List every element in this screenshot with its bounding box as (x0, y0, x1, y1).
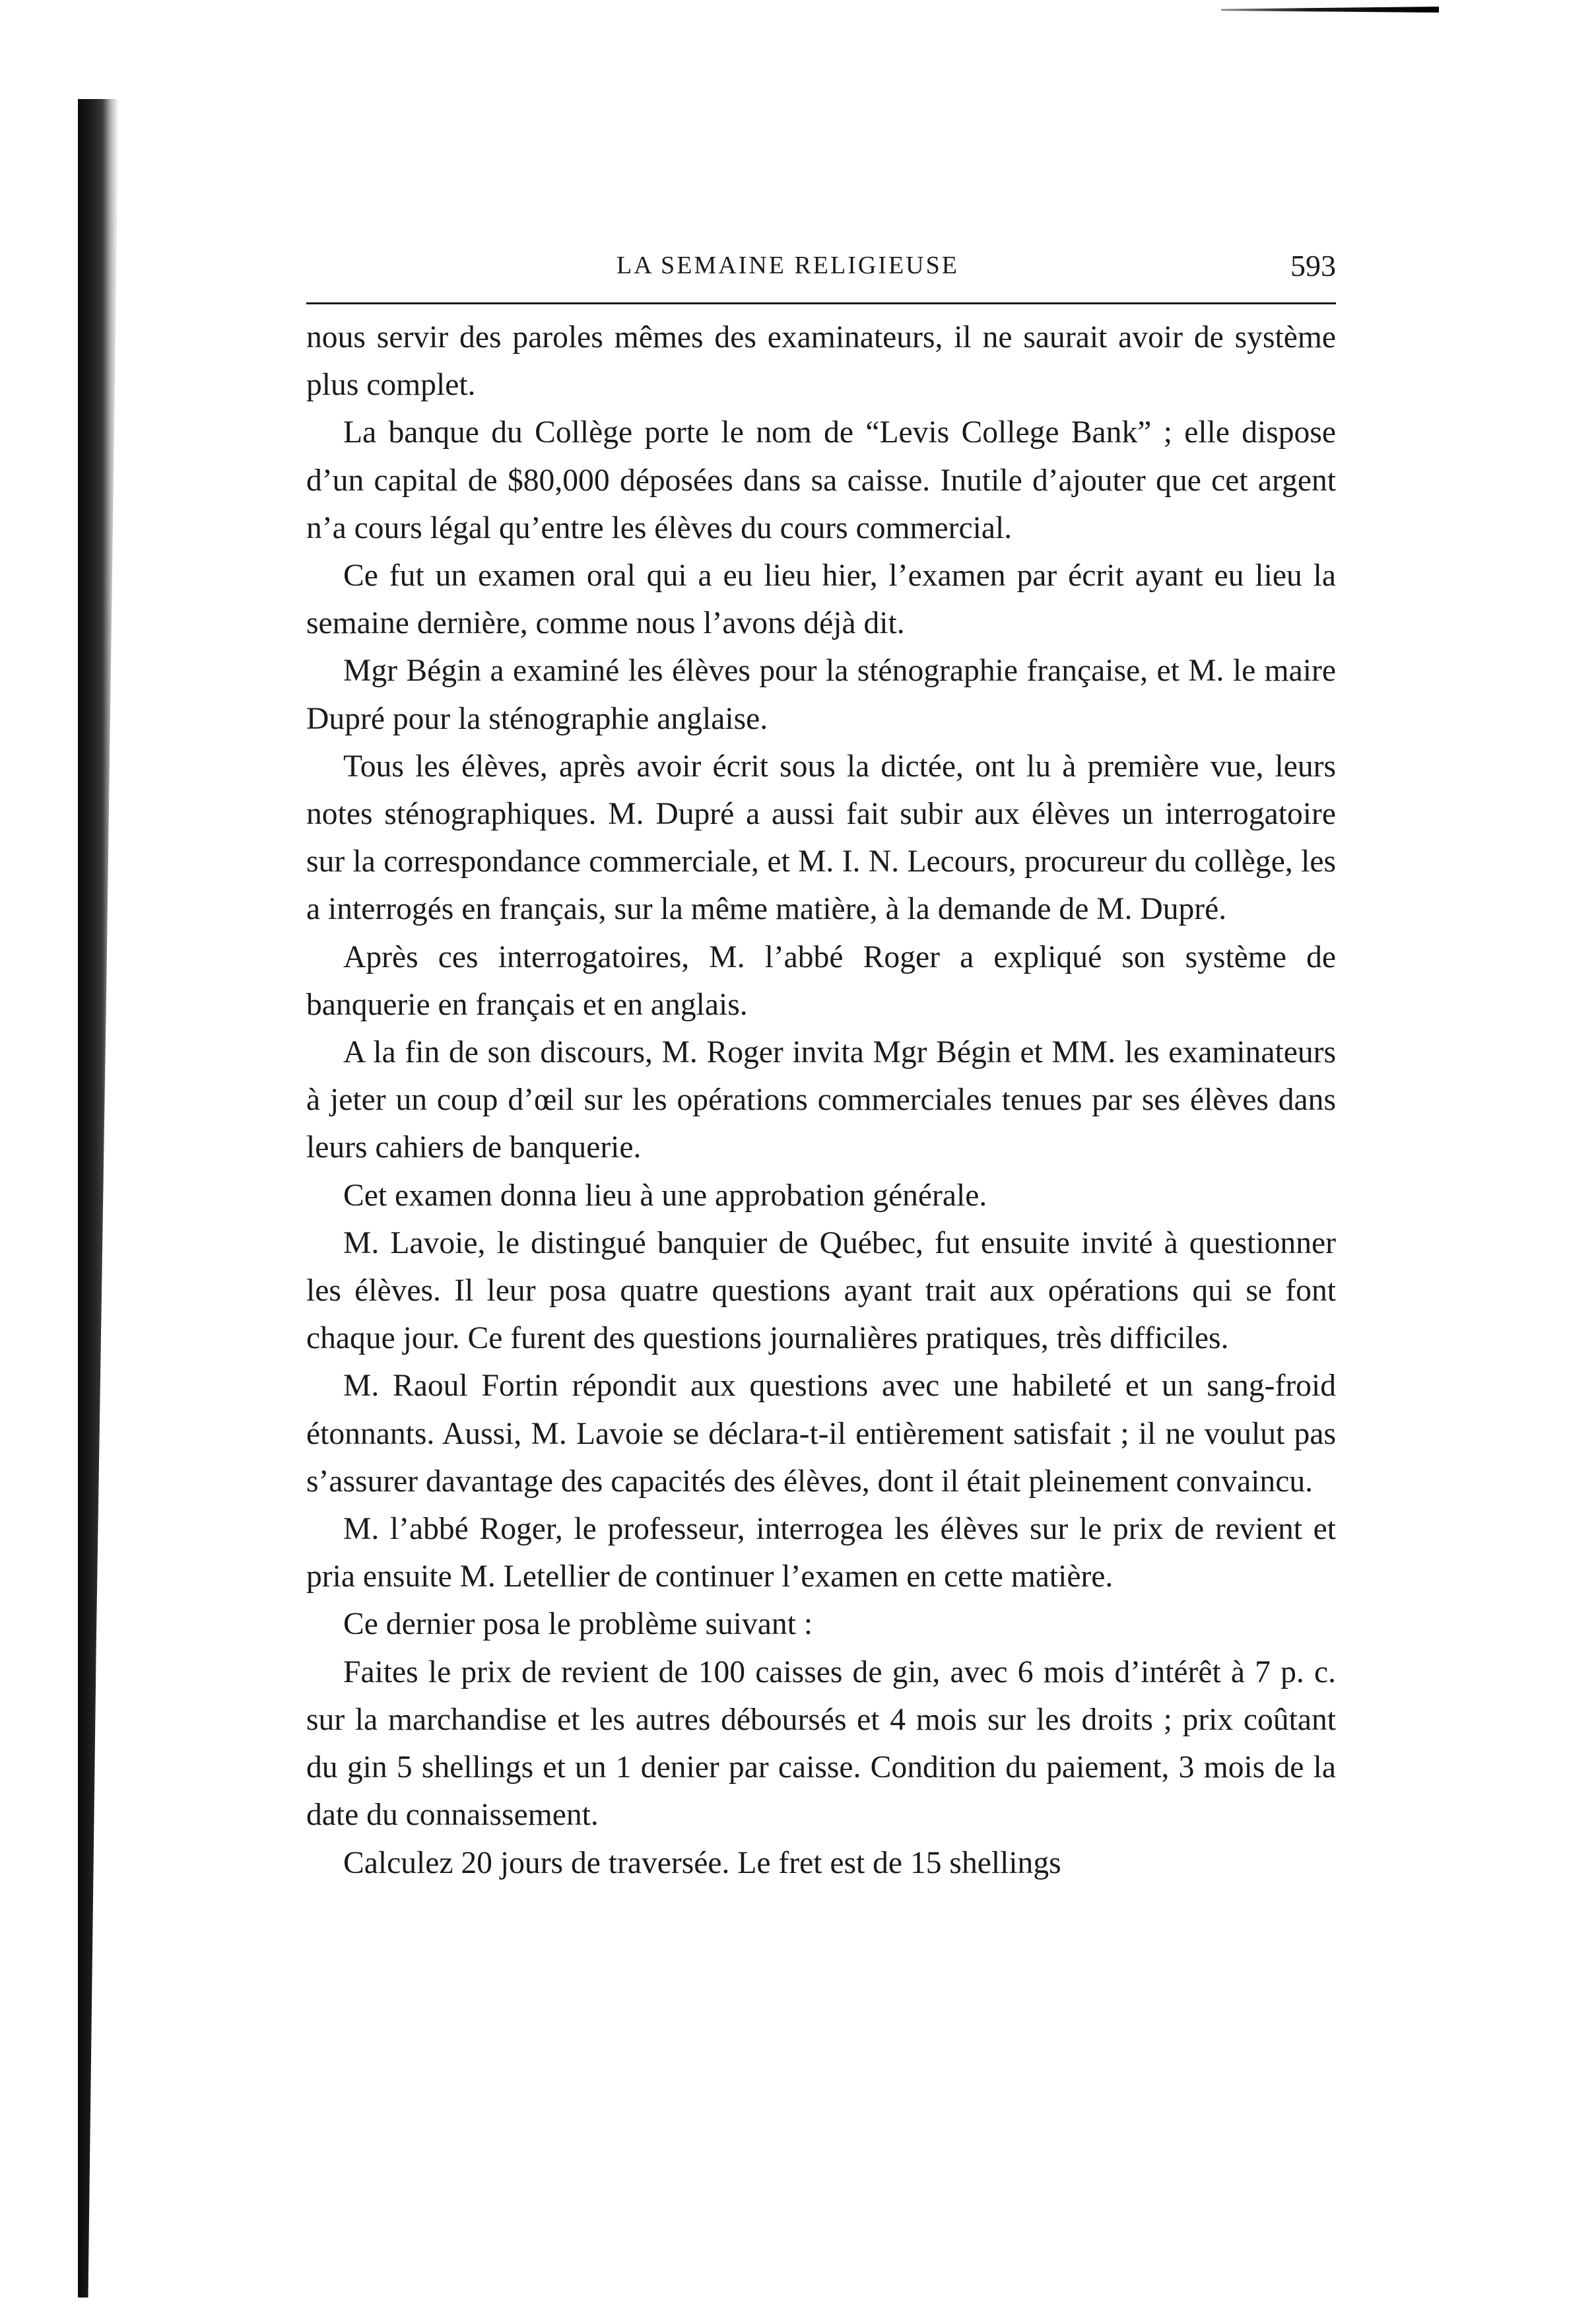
paragraph: M. Lavoie, le distingué banquier de Québec, fut ensuite invité à questionner les élèves. Il leur posa quatre questions ayant trait aux opérations qui se font chaque jour. Ce furent des questions journalières pratiques, très difficiles. (306, 1225, 1336, 1356)
paragraph: La banque du Collège porte le nom de “Levis College Bank” ; elle dispose d’un capital de $80,000 déposées dans sa caisse. Inutile d’ajouter que cet argent n’a cours légal qu’entre les élèves du cours commercial. (306, 415, 1336, 545)
paragraph: Cet examen donna lieu à une approbation générale. (343, 1178, 987, 1213)
paragraph: Calculez 20 jours de traversée. Le fret est de 15 shellings (343, 1845, 1061, 1880)
top-edge-rule (1221, 7, 1439, 13)
paragraph: Après ces interrogatoires, M. l’abbé Roger a expliqué son système de banquerie en français et en anglais. (306, 939, 1336, 1022)
paragraph: Mgr Bégin a examiné les élèves pour la sténographie française, et M. le maire Dupré pour la sténographie anglaise. (306, 654, 1336, 736)
book-page (306, 251, 1336, 1887)
page-header (306, 251, 1336, 297)
article-body (306, 314, 1336, 1887)
paragraph: Tous les élèves, après avoir écrit sous la dictée, ont lu à première vue, leurs notes sténographiques. M. Dupré a aussi fait subir aux élèves un interrogatoire sur la correspondance commerciale, et M. I. N. Lecours, procureur du collège, les a interrogés en français, sur la même matière, à la demande de M. Dupré. (306, 749, 1336, 927)
running-title: LA SEMAINE RELIGIEUSE (616, 252, 959, 279)
binding-shadow (78, 99, 119, 2297)
paragraph: Ce fut un examen oral qui a eu lieu hier, l’examen par écrit ayant eu lieu la semaine dernière, comme nous l’avons déjà dit. (306, 559, 1336, 641)
page-number: 593 (1290, 249, 1336, 283)
paragraph: A la fin de son discours, M. Roger invita Mgr Bégin et MM. les examinateurs à jeter un coup d’œil sur les opérations commerciales tenues par ses élèves dans leurs cahiers de banquerie. (306, 1035, 1336, 1165)
paragraph: M. l’abbé Roger, le professeur, interrogea les élèves sur le prix de revient et pria ensuite M. Letellier de continuer l’examen en cette matière. (306, 1512, 1336, 1594)
paragraph: Ce dernier posa le problème suivant : (343, 1607, 813, 1642)
paragraph: M. Raoul Fortin répondit aux questions avec une habileté et un sang-froid étonnants. Aussi, M. Lavoie se déclara-t-il entièrement satisfait ; il ne voulut pas s’assurer davantage des capacités des élèves, dont il était pleinement convaincu. (306, 1369, 1336, 1499)
paragraph: Faites le prix de revient de 100 caisses de gin, avec 6 mois d’intérêt à 7 p. c. sur la marchandise et les autres déboursés et 4 mois sur les droits ; prix coûtant du gin 5 shellings et un 1 denier par caisse. Condition du paiement, 3 mois de la date du connaissement. (306, 1654, 1336, 1833)
paragraph: nous servir des paroles mêmes des examinateurs, il ne saurait avoir de système plus complet. (306, 320, 1336, 403)
header-rule (306, 302, 1336, 304)
